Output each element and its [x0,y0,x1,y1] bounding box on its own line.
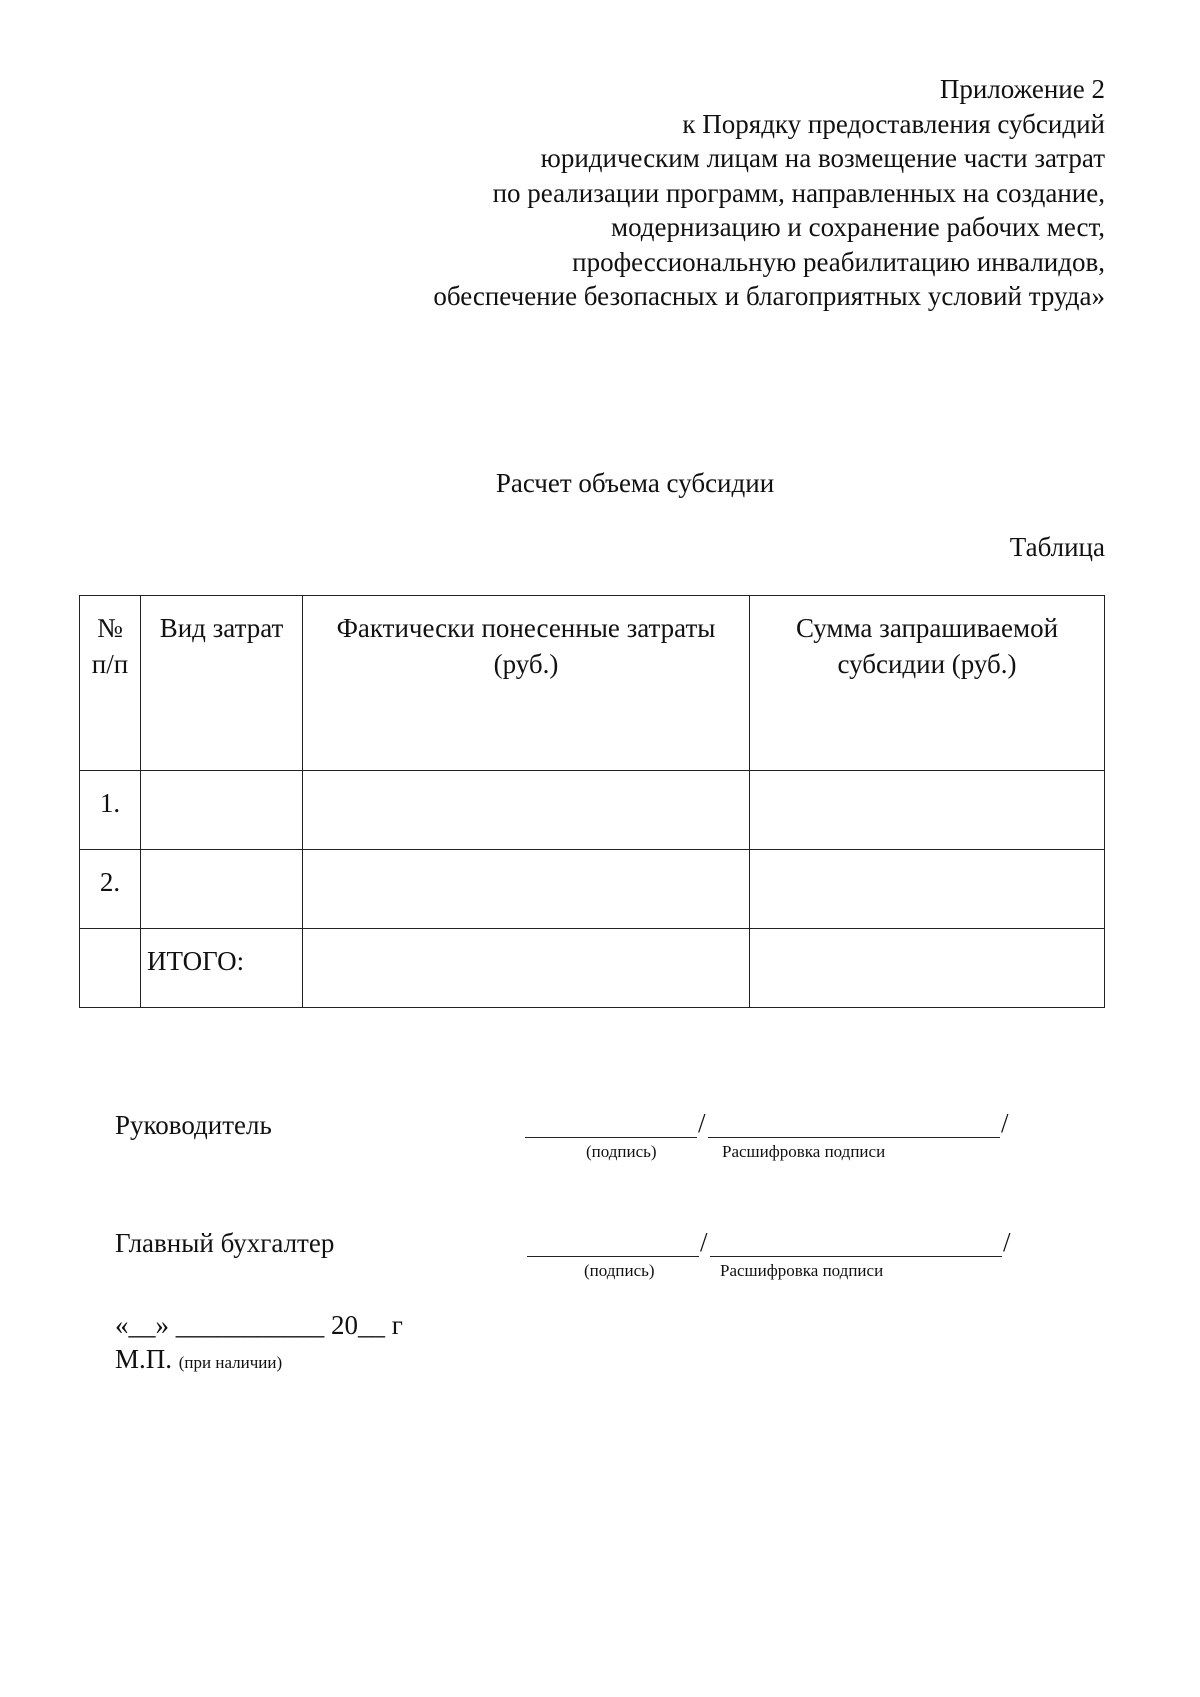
subsidy-table [79,595,1105,1008]
head-role-label: Руководитель [115,1110,272,1140]
accountant-decoding-line[interactable] [710,1256,1002,1257]
accountant-slash-1: / [700,1227,708,1257]
annex-line-6: профессиональную реабилитацию инвалидов, [572,246,1105,277]
accountant-signature-caption: (подпись) [584,1261,655,1280]
annex-line-3: юридическим лицам на возмещение части затрат [540,143,1105,173]
header-number [80,596,141,771]
head-signature-line[interactable] [525,1137,697,1138]
table-header-row [80,596,1105,771]
table-row [80,771,1105,850]
accountant-role-label: Главный бухгалтер [115,1228,335,1258]
row-requested-subsidy[interactable] [750,850,1105,929]
row-cost-type[interactable] [141,850,303,929]
header-actual-costs: Фактически понесенные затраты (руб.) [303,596,750,771]
stamp-note: (при наличии) [178,1353,283,1372]
row-number: 2. [80,850,141,929]
header-cost-type: Вид затрат [141,596,303,771]
table-row [80,850,1105,929]
table-total-row [80,929,1105,1008]
head-slash-1: / [698,1108,706,1138]
annex-line-4: по реализации программ, направленных на создание, [492,177,1105,208]
row-number [80,929,141,1008]
stamp-label: М.П. [115,1344,173,1374]
accountant-signature-line[interactable] [527,1256,699,1257]
row-requested-subsidy[interactable] [750,771,1105,850]
header-requested-subsidy: Сумма запрашиваемой субсидии (руб.) [750,596,1105,771]
row-cost-type[interactable] [141,771,303,850]
stamp-label-block [115,1342,282,1380]
annex-line-2: к Порядку предоставления субсидий [682,108,1105,139]
accountant-decoding-caption: Расшифровка подписи [720,1261,884,1280]
document-title: Расчет объема субсидии [495,468,775,498]
table-caption: Таблица [1009,532,1105,562]
header-number-abbr: п/п [91,649,129,679]
head-decoding-caption: Расшифровка подписи [722,1142,886,1161]
total-label: ИТОГО: [141,929,303,1008]
total-actual-costs[interactable] [303,929,750,1008]
row-actual-costs[interactable] [303,850,750,929]
head-signature-caption: (подпись) [586,1142,657,1161]
row-number: 1. [80,771,141,850]
annex-line-7: обеспечение безопасных и благоприятных условий труда» [433,281,1105,311]
head-slash-2: / [1001,1108,1009,1138]
annex-header [433,72,1105,314]
accountant-slash-2: / [1003,1227,1011,1257]
annex-line-5: модернизацию и сохранение рабочих мест, [610,212,1105,242]
total-requested-subsidy[interactable] [750,929,1105,1008]
row-actual-costs[interactable] [303,771,750,850]
annex-line-1: Приложение 2 [939,74,1105,104]
head-decoding-line[interactable] [708,1137,1000,1138]
date-field[interactable]: «__» ___________ 20__ г [115,1310,403,1340]
header-number-symbol: № [97,613,123,643]
